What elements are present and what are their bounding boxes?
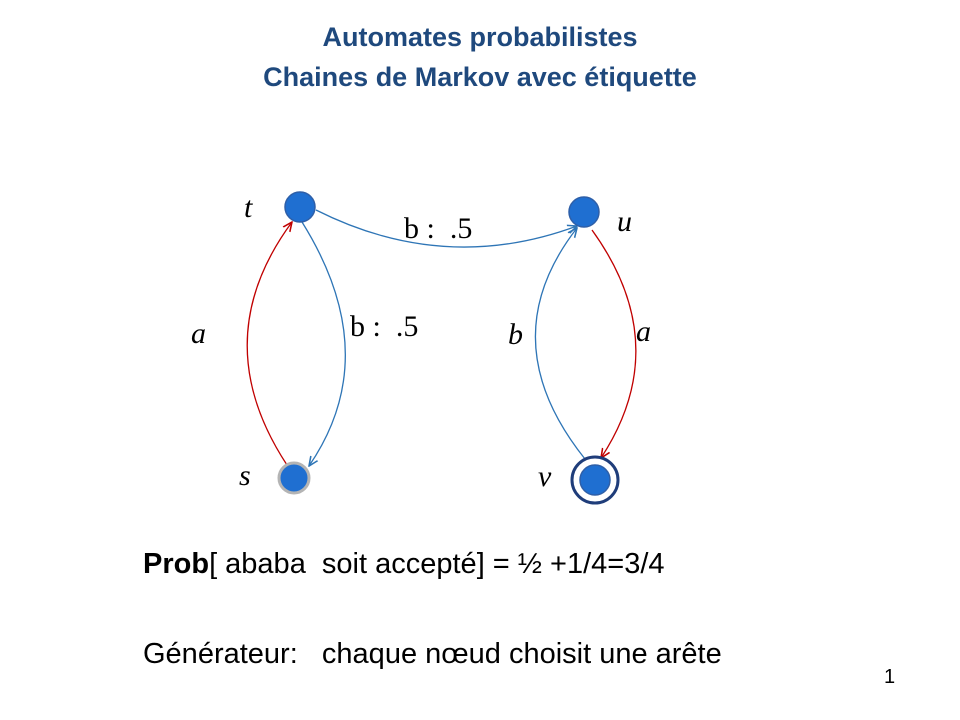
node-s: [279, 463, 309, 493]
node-t: [285, 192, 315, 222]
edge-label-t-to-s: b : .5: [350, 310, 419, 343]
prob-bold-word: Prob: [143, 548, 210, 580]
edge-u-to-v: [592, 230, 636, 458]
page-number: 1: [884, 666, 896, 688]
edge-label-t-to-u: b : .5: [404, 212, 473, 245]
prob-rest: [ ababa soit accepté] = ½ +1/4=3/4: [209, 548, 665, 580]
node-label-t: t: [244, 191, 253, 224]
title-line-2: Chaines de Markov avec étiquette: [263, 62, 697, 92]
generator-statement: Générateur: chaque nœud choisit une arête: [143, 638, 722, 670]
probability-statement: [143, 548, 665, 581]
edge-t-to-s: [302, 222, 345, 466]
edge-label-v-to-u: b: [508, 318, 523, 351]
edge-label-s-to-t: a: [191, 317, 206, 350]
title-line-1: Automates probabilistes: [322, 22, 638, 52]
node-label-u: u: [617, 205, 632, 238]
node-u: [569, 197, 599, 227]
node-label-s: s: [239, 459, 251, 492]
edge-label-u-to-v: a: [636, 315, 651, 348]
edge-v-to-u: [535, 228, 585, 459]
node-v: [580, 465, 610, 495]
edge-s-to-t: [247, 222, 292, 465]
node-label-v: v: [538, 460, 552, 493]
